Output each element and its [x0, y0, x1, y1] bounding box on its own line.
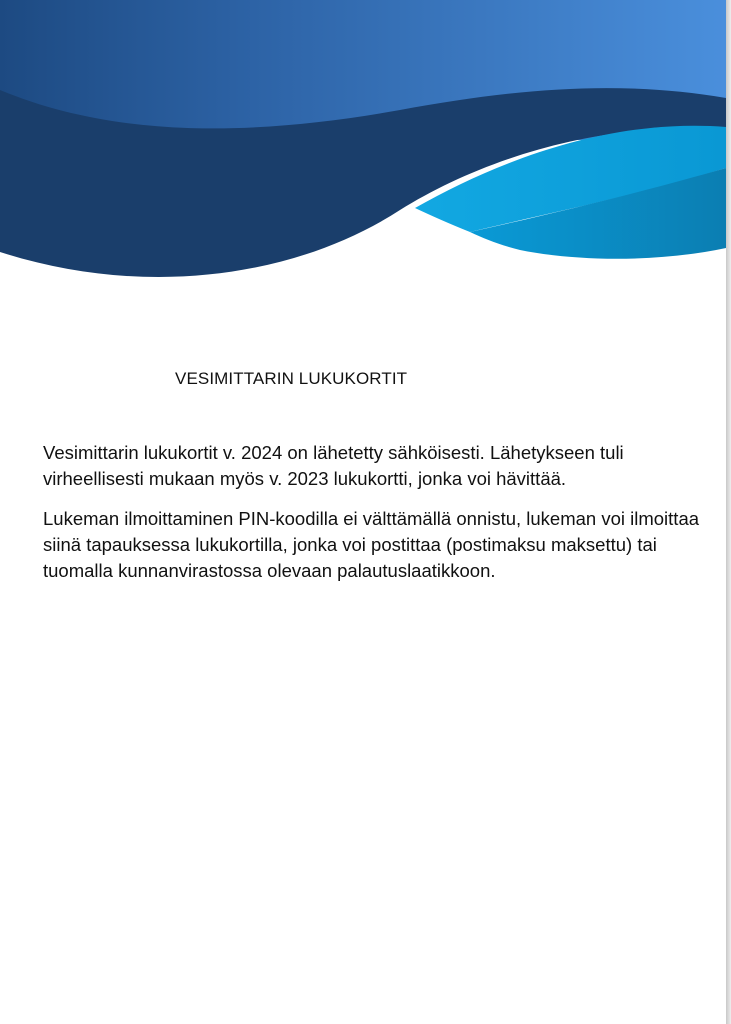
- wave-header-graphic: [0, 0, 726, 300]
- page-edge: [726, 0, 731, 1024]
- paragraph-1: Vesimittarin lukukortit v. 2024 on lähetetty sähköisesti. Lähetykseen tuli virheellisesti mukaan myös v. 2023 lukukortti, jonka voi hävittää.: [43, 442, 624, 489]
- document-title: VESIMITTARIN LUKUKORTIT: [175, 369, 408, 388]
- paragraph-2: Lukeman ilmoittaminen PIN-koodilla ei välttämällä onnistu, lukeman voi ilmoittaa siinä tapauksessa lukukortilla, jonka voi postittaa (postimaksu maksettu) tai tuomalla kunnanvirastossa olevaan palautuslaatikkoon.: [43, 508, 700, 581]
